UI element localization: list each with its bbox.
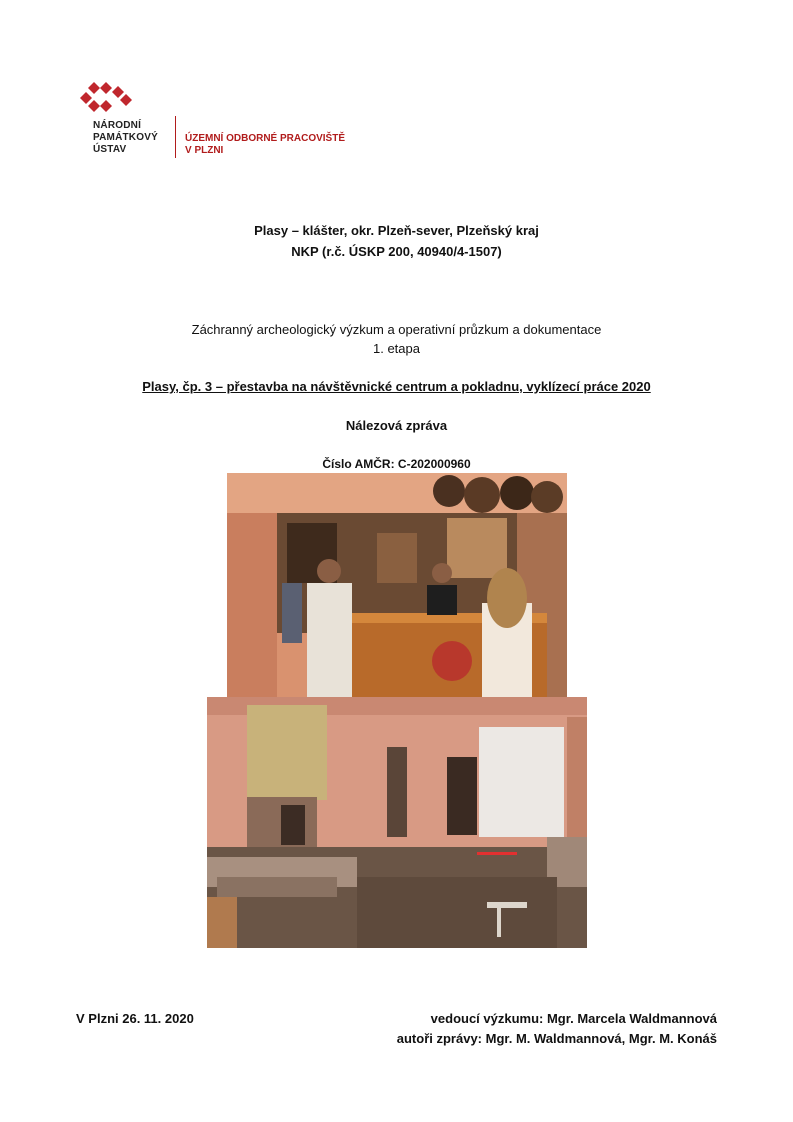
logo-divider [175,116,176,158]
subtitle-line-1: Záchranný archeologický výzkum a operativní průzkum a dokumentace [191,322,602,337]
project-title: Plasy, čp. 3 – přestavba na návštěvnické centrum a pokladnu, vyklízecí práce 2020 [142,379,651,394]
logo-org-name [93,120,158,156]
logo-org-line: NÁRODNÍ [93,120,142,131]
logo-org-line: PAMÁTKOVÝ [93,132,158,143]
logo-office-line: V PLZNI [185,145,224,156]
amcr-number: Číslo AMČR: C-202000960 [322,457,471,471]
photo-bar-interior [227,473,567,697]
logo-office-line: ÚZEMNÍ ODBORNÉ PRACOVIŠTĚ [185,133,346,144]
subtitle-line-2: 1. etapa [373,341,420,356]
research-lead: vedoucí výzkumu: Mgr. Marcela Waldmannová [430,1011,717,1026]
logo-office-name [185,133,345,157]
report-type: Nálezová zpráva [345,418,448,433]
place-date: V Plzni 26. 11. 2020 [76,1011,194,1026]
title-line-1: Plasy – klášter, okr. Plzeň-sever, Plzeňský kraj [254,223,539,238]
npu-logo-icon [80,80,132,114]
report-authors: autoři zprávy: Mgr. M. Waldmannová, Mgr. M. Konáš [396,1031,717,1046]
logo-org-line: ÚSTAV [93,144,127,155]
title-line-2: NKP (r.č. ÚSKP 200, 40940/4-1507) [291,244,502,259]
photo-cleared-room [207,697,587,948]
